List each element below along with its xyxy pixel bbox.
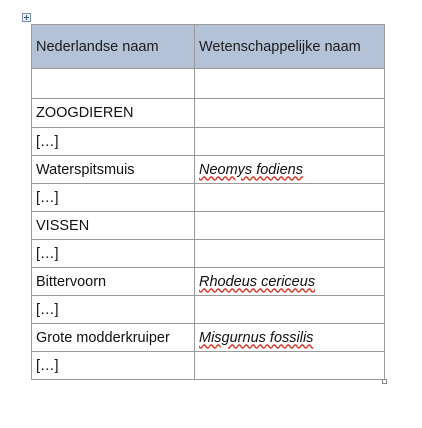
- table-row: [32, 212, 385, 240]
- cell-scientific-name[interactable]: [195, 240, 385, 268]
- cell-scientific-name[interactable]: [195, 128, 385, 156]
- cell-dutch-name[interactable]: Waterspitsmuis: [32, 156, 195, 184]
- table-header-row: [32, 25, 385, 69]
- cell-dutch-name[interactable]: […]: [32, 296, 195, 324]
- table-row: [32, 184, 385, 212]
- header-dutch-name[interactable]: Nederlandse naam: [32, 25, 195, 69]
- cell-dutch-name[interactable]: […]: [32, 240, 195, 268]
- table-row: [32, 128, 385, 156]
- cell-scientific-name[interactable]: [195, 69, 385, 99]
- cell-dutch-name[interactable]: [32, 69, 195, 99]
- cell-scientific-name[interactable]: [195, 352, 385, 380]
- table-row: [32, 352, 385, 380]
- table-row: [32, 69, 385, 99]
- cell-dutch-name[interactable]: […]: [32, 184, 195, 212]
- cell-dutch-name[interactable]: VISSEN: [32, 212, 195, 240]
- table-row: [32, 324, 385, 352]
- cell-scientific-name[interactable]: [195, 296, 385, 324]
- header-scientific-name[interactable]: Wetenschappelijke naam: [195, 25, 385, 69]
- table-row: [32, 99, 385, 128]
- table-row: [32, 156, 385, 184]
- table-row: [32, 296, 385, 324]
- cell-scientific-name[interactable]: [195, 324, 385, 352]
- scientific-name-text: Rhodeus cericeus: [199, 273, 316, 290]
- table-row: [32, 268, 385, 296]
- cell-dutch-name[interactable]: […]: [32, 352, 195, 380]
- cell-dutch-name[interactable]: Grote modderkruiper: [32, 324, 195, 352]
- cell-dutch-name[interactable]: Bittervoorn: [32, 268, 195, 296]
- cell-scientific-name[interactable]: [195, 184, 385, 212]
- cell-scientific-name[interactable]: [195, 212, 385, 240]
- cell-dutch-name[interactable]: ZOOGDIEREN: [32, 99, 195, 128]
- cell-dutch-name[interactable]: […]: [32, 128, 195, 156]
- table-move-icon[interactable]: [22, 13, 31, 22]
- cell-scientific-name[interactable]: [195, 156, 385, 184]
- scientific-name-text: Misgurnus fossilis: [199, 329, 314, 346]
- scientific-name-text: Neomys fodiens: [199, 161, 303, 178]
- table-row: [32, 240, 385, 268]
- cell-scientific-name[interactable]: [195, 268, 385, 296]
- table-resize-handle-icon[interactable]: [382, 379, 387, 384]
- cell-scientific-name[interactable]: [195, 99, 385, 128]
- species-table: [31, 24, 385, 380]
